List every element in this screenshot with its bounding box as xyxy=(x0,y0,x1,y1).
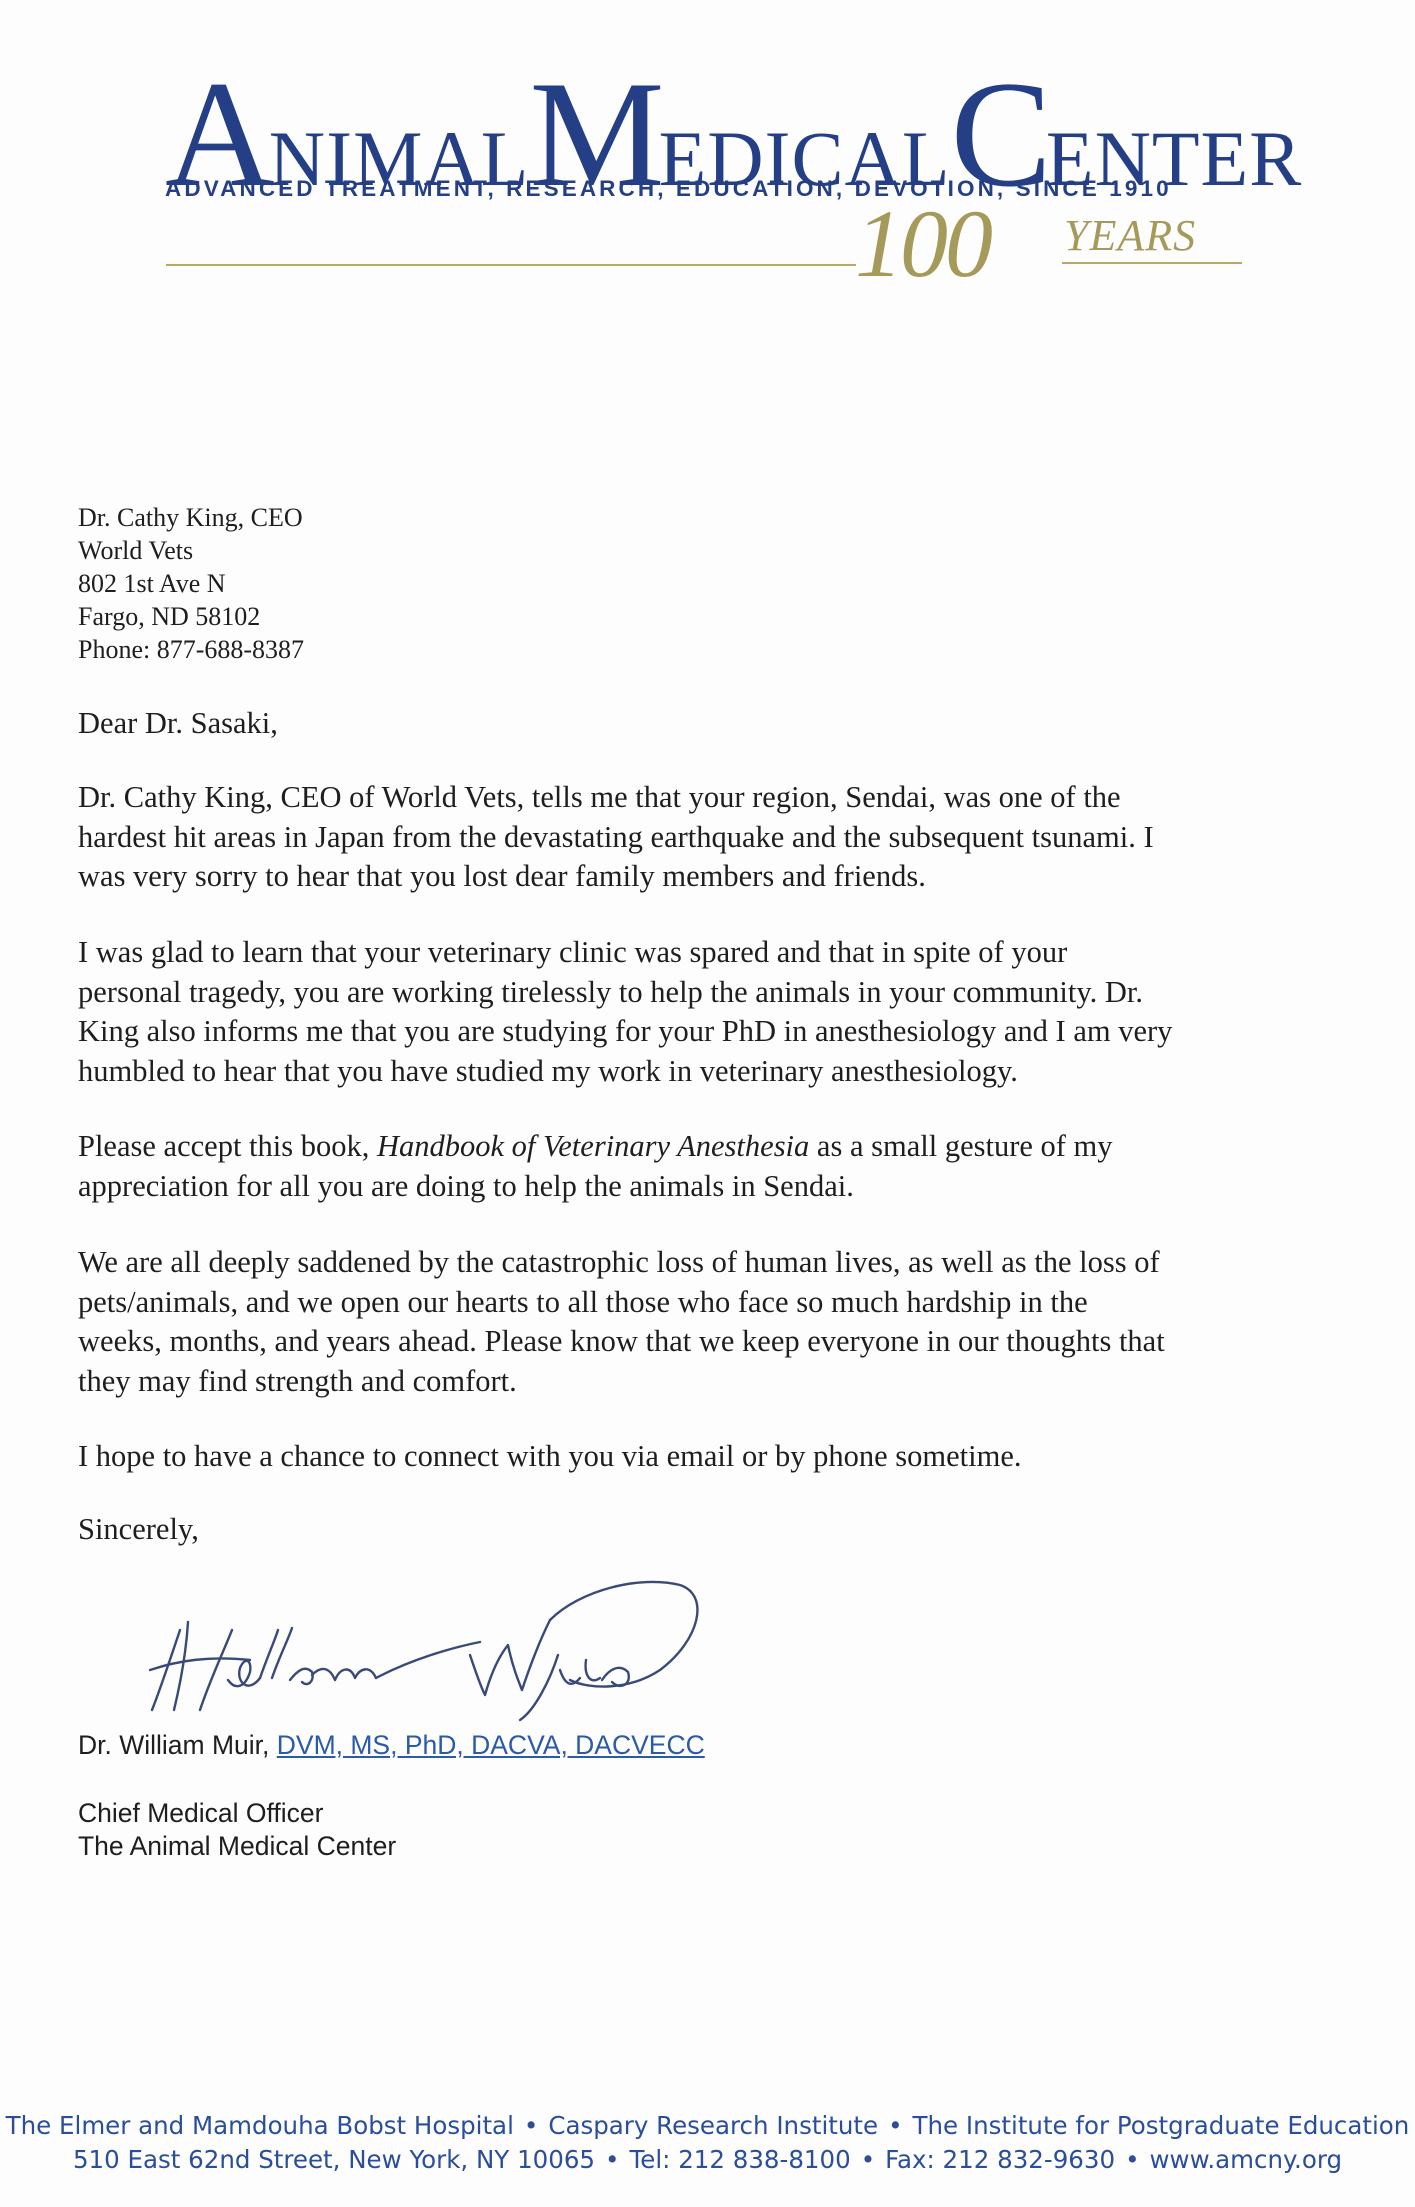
text-line: they may find strength and comfort. xyxy=(78,1363,517,1398)
handwritten-signature xyxy=(140,1560,760,1730)
text-line: We are all deeply saddened by the catastrophic loss of human lives, as well as the loss of xyxy=(78,1245,1160,1279)
logo-rest: EDICAL xyxy=(658,115,951,202)
address-line: 802 1st Ave N xyxy=(78,569,226,598)
logo-cap: A xyxy=(165,50,269,218)
text-line: I hope to have a chance to connect with you via email or by phone sometime. xyxy=(78,1439,1022,1473)
letterhead-tagline: ADVANCED TREATMENT, RESEARCH, EDUCATION, DEVOTION, SINCE 1910 xyxy=(165,176,1172,201)
signer-name xyxy=(78,1730,705,1761)
salutation: Dear Dr. Sasaki, xyxy=(78,706,278,740)
footer-address: 510 East 62nd Street, New York, NY 10065 xyxy=(72,2145,596,2174)
address-line: Fargo, ND 58102 xyxy=(78,602,261,631)
paragraph-3 xyxy=(78,1127,1338,1206)
paragraph-5 xyxy=(78,1437,1338,1477)
signer-credentials: DVM, MS, PhD, DACVA, DACVECC xyxy=(276,1730,705,1760)
footer-fax: Fax: 212 832-9630 xyxy=(885,2145,1116,2174)
bullet-separator: • xyxy=(523,2111,539,2140)
closing: Sincerely, xyxy=(78,1512,199,1546)
footer-phone: Tel: 212 838-8100 xyxy=(629,2145,851,2174)
footer-item: The Institute for Postgraduate Education xyxy=(912,2111,1410,2140)
signer-name-text: Dr. William Muir, xyxy=(78,1730,277,1760)
text-line: personal tragedy, you are working tirelessly to help the animals in your community. Dr. xyxy=(78,974,1143,1009)
address-line: Phone: 877-688-8387 xyxy=(78,635,305,664)
text-line: weeks, months, and years ahead. Please know that we keep everyone in our thoughts that xyxy=(78,1324,1165,1358)
footer-institutions xyxy=(0,2111,1415,2140)
text-line: pets/animals, and we open our hearts to all those who face so much hardship in the xyxy=(78,1284,1088,1319)
bullet-separator: • xyxy=(860,2145,876,2174)
text-line: was very sorry to hear that you lost dear family members and friends. xyxy=(78,859,926,893)
address-line: World Vets xyxy=(78,536,194,565)
footer-contact xyxy=(0,2145,1415,2174)
signer-titles xyxy=(78,1797,396,1863)
text-segment: Please accept this book, xyxy=(78,1129,377,1163)
text-line: I was glad to learn that your veterinary clinic was spared and that in spite of your xyxy=(78,935,1068,969)
text-line: hardest hit areas in Japan from the devastating earthquake and the subsequent tsunami. I xyxy=(78,819,1154,854)
footer-item: The Elmer and Mamdouha Bobst Hospital xyxy=(5,2111,514,2140)
logo-rest: NIMAL xyxy=(268,115,530,202)
footer-website: www.amcny.org xyxy=(1149,2145,1343,2174)
gold-rule xyxy=(166,264,856,266)
book-title: Handbook of Veterinary Anesthesia xyxy=(376,1129,810,1163)
paragraph-1 xyxy=(78,778,1338,897)
paragraph-4 xyxy=(78,1243,1338,1401)
anniversary-number: 100 xyxy=(855,190,990,297)
recipient-address xyxy=(78,501,304,666)
text-line: humbled to hear that you have studied my work in veterinary anesthesiology. xyxy=(78,1053,1018,1088)
bullet-separator: • xyxy=(605,2145,620,2174)
text-line xyxy=(78,1127,1338,1167)
address-line: Dr. Cathy King, CEO xyxy=(78,503,303,532)
title-line: The Animal Medical Center xyxy=(78,1831,397,1861)
text-line: appreciation for all you are doing to help the animals in Sendai. xyxy=(78,1168,854,1203)
text-line: Dr. Cathy King, CEO of World Vets, tells me that your region, Sendai, was one of the xyxy=(78,780,1121,814)
logo-cap: C xyxy=(950,50,1046,218)
logo-rest: ENTER xyxy=(1045,115,1303,202)
logo-cap: M xyxy=(529,50,659,218)
gold-rule-short xyxy=(1062,262,1242,264)
bullet-separator: • xyxy=(888,2111,903,2140)
title-line: Chief Medical Officer xyxy=(78,1798,324,1828)
bullet-separator: • xyxy=(1125,2145,1140,2174)
anniversary-word: YEARS xyxy=(1064,211,1197,260)
text-segment: as a small gesture of my xyxy=(809,1129,1113,1163)
paragraph-2 xyxy=(78,933,1338,1091)
footer-item: Caspary Research Institute xyxy=(548,2111,879,2140)
text-line: King also informs me that you are studying for your PhD in anesthesiology and I am very xyxy=(78,1014,1173,1048)
